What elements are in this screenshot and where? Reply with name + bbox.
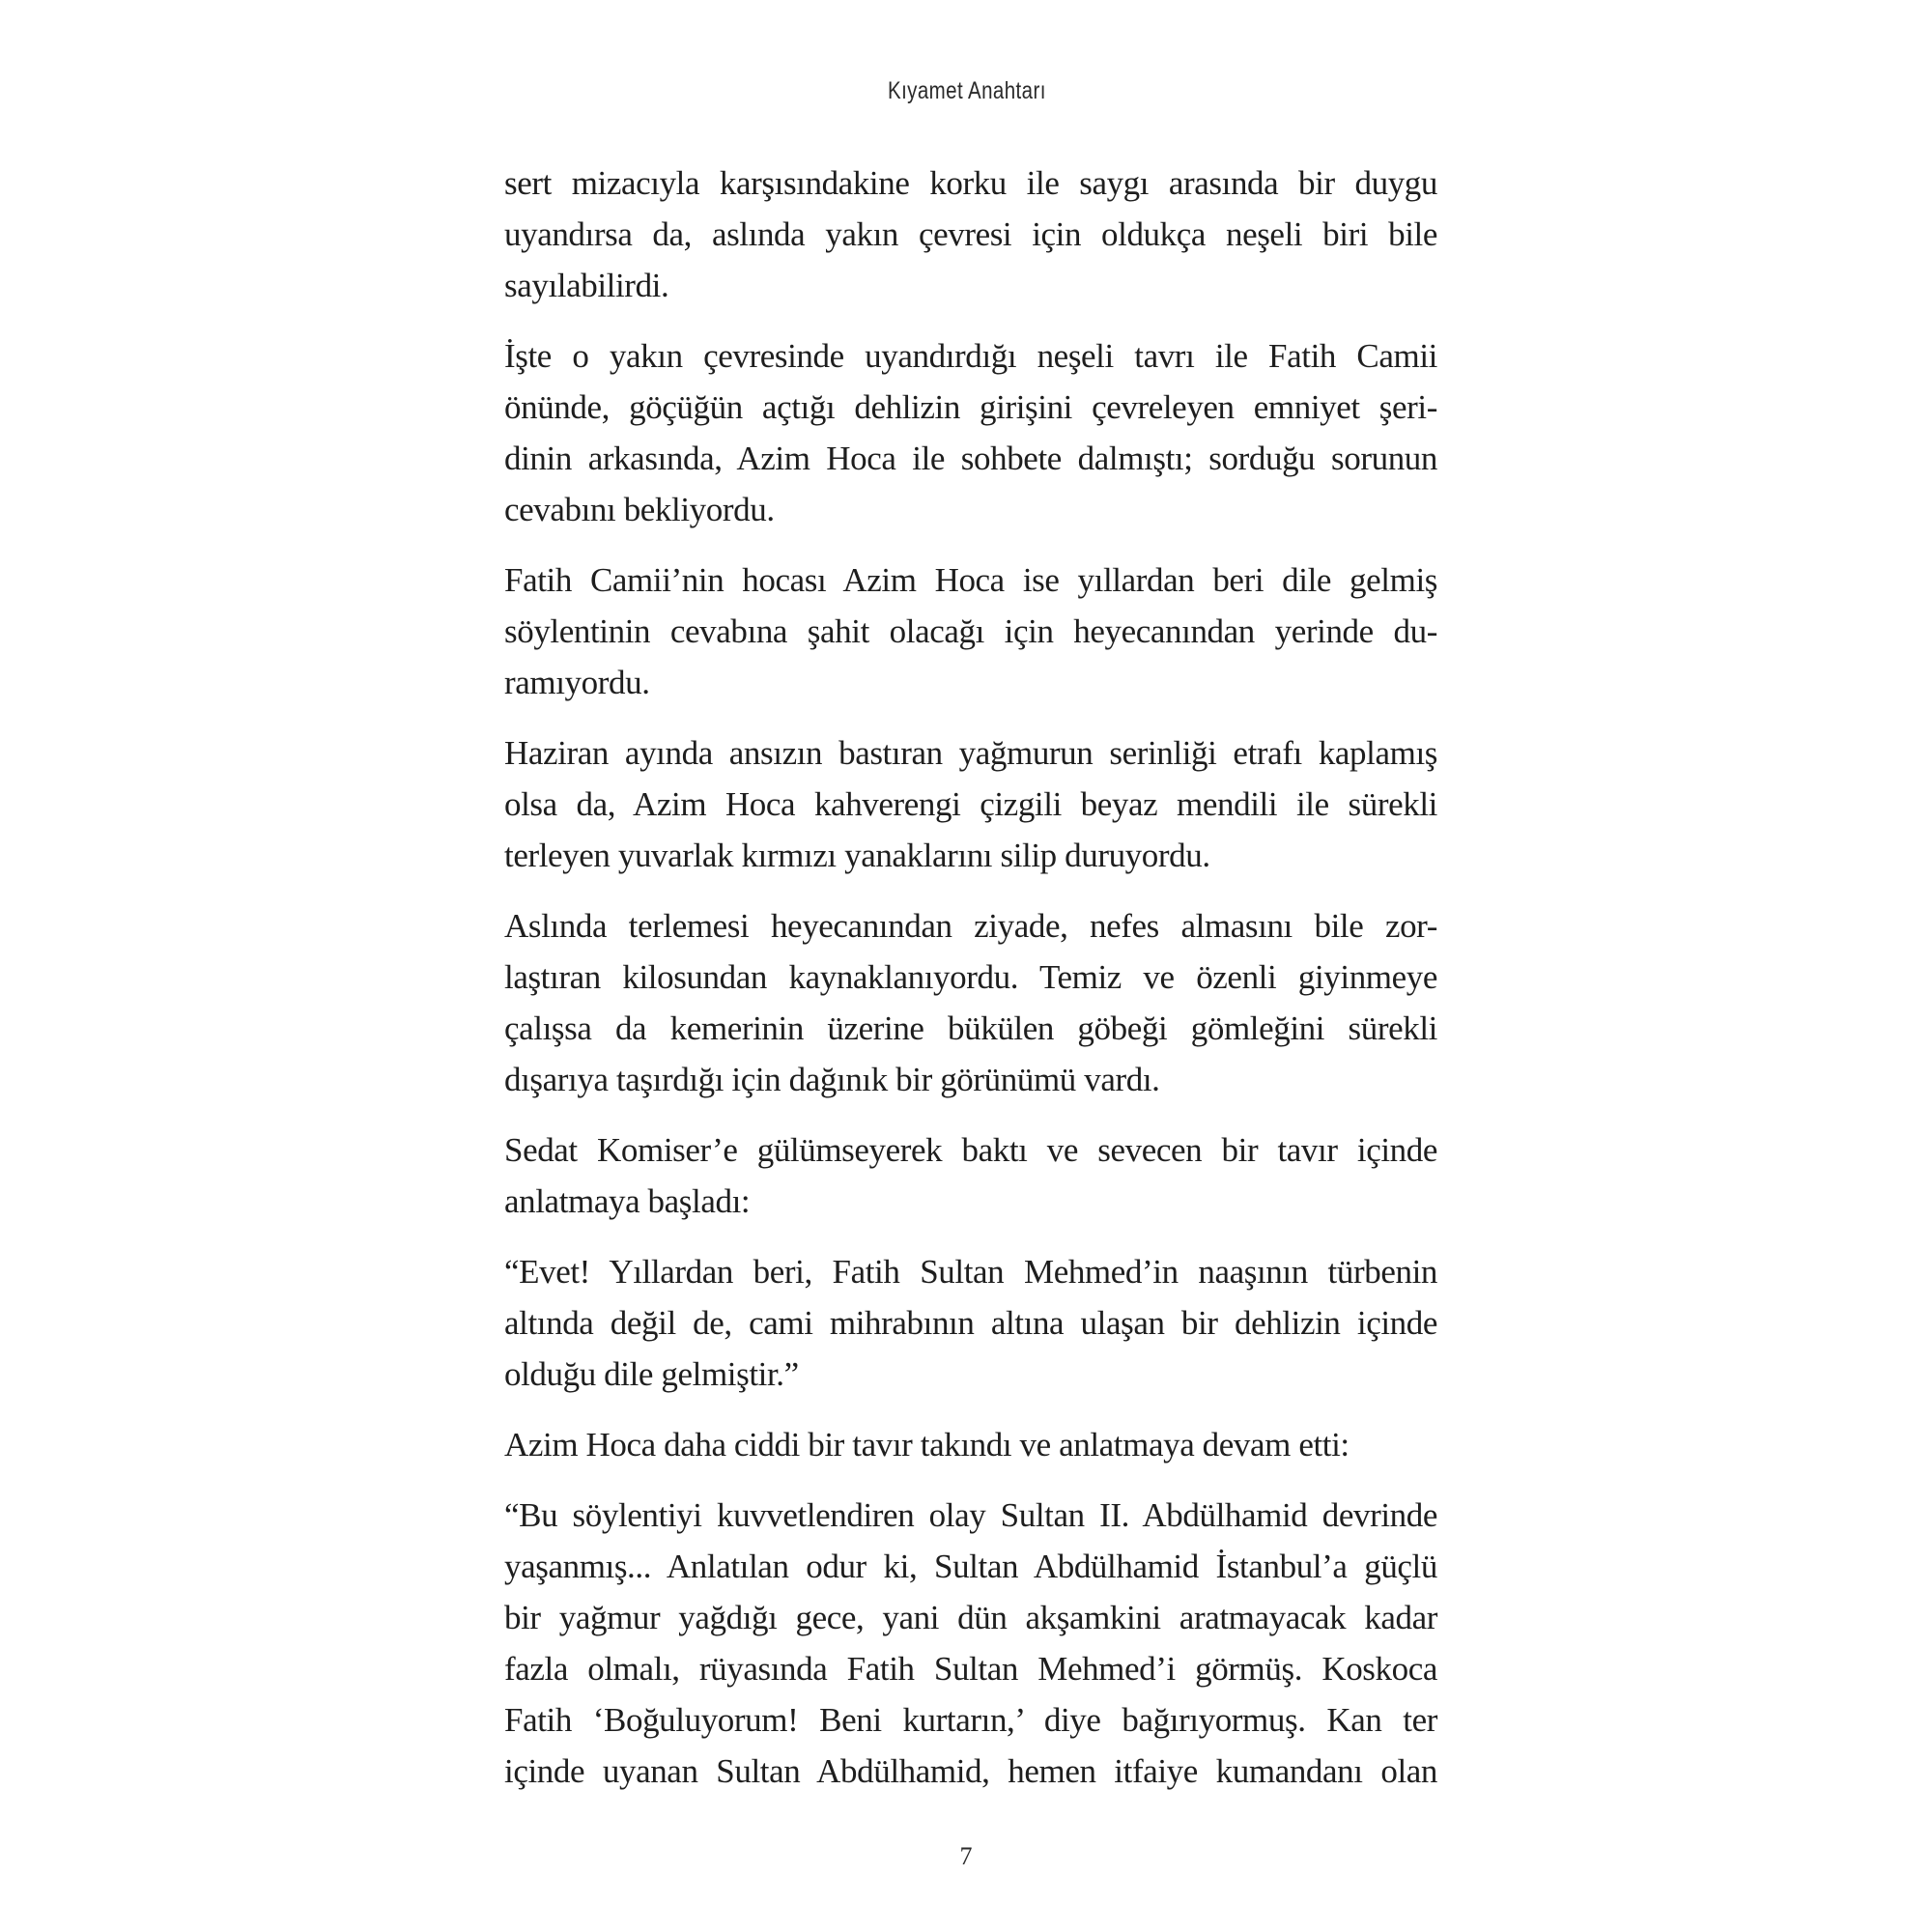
- text-line: uyandırsa da, aslında yakın çevresi için oldukça neşeli biri bile: [504, 215, 1437, 253]
- text-line: çalışsa da kemerinin üzerine bükülen göbeği gömleğini sürekli: [504, 1009, 1437, 1047]
- text-line: bir yağmur yağdığı gece, yani dün akşamkini aratmayacak kadar: [504, 1599, 1437, 1636]
- text-line: içinde uyanan Sultan Abdülhamid, hemen itfaiye kumandanı olan: [504, 1752, 1437, 1790]
- paragraph: [504, 1246, 1437, 1400]
- paragraph: [504, 1490, 1437, 1797]
- text-line: cevabını bekliyordu.: [504, 491, 775, 528]
- text-line: “Bu söylentiyi kuvvetlendiren olay Sultan II. Abdülhamid devrinde: [504, 1496, 1437, 1534]
- text-line: yaşanmış... Anlatılan odur ki, Sultan Abdülhamid İstanbul’a güçlü: [504, 1548, 1437, 1585]
- paragraph: [504, 727, 1437, 881]
- text-line: altında değil de, cami mihrabının altına ulaşan bir dehlizin içinde: [504, 1304, 1437, 1342]
- text-line: “Evet! Yıllardan beri, Fatih Sultan Mehmed’in naaşının türbenin: [504, 1253, 1437, 1291]
- text-line: fazla olmalı, rüyasında Fatih Sultan Mehmed’i görmüş. Koskoca: [504, 1650, 1437, 1688]
- paragraph: [504, 554, 1437, 708]
- text-line: olduğu dile gelmiştir.”: [504, 1355, 799, 1393]
- text-line: olsa da, Azim Hoca kahverengi çizgili beyaz mendili ile sürekli: [504, 785, 1437, 823]
- text-line: önünde, göçüğün açtığı dehlizin girişini çevreleyen emniyet şeri-: [504, 388, 1437, 426]
- text-line: Haziran ayında ansızın bastıran yağmurun serinliği etrafı kaplamış: [504, 734, 1437, 772]
- text-line: Aslında terlemesi heyecanından ziyade, nefes almasını bile zor-: [504, 907, 1437, 945]
- text-line: Fatih Camii’nin hocası Azim Hoca ise yıllardan beri dile gelmiş: [504, 561, 1437, 599]
- text-line: İşte o yakın çevresinde uyandırdığı neşeli tavrı ile Fatih Camii: [504, 337, 1437, 375]
- text-line: laştıran kilosundan kaynaklanıyordu. Temiz ve özenli giyinmeye: [504, 958, 1437, 996]
- text-line: sayılabilirdi.: [504, 267, 669, 304]
- body-text: [504, 157, 1437, 1816]
- paragraph: [504, 1124, 1437, 1227]
- text-line: dinin arkasında, Azim Hoca ile sohbete dalmıştı; sorduğu sorunun: [504, 440, 1437, 477]
- text-line: sert mizacıyla karşısındakine korku ile saygı arasında bir duygu: [504, 164, 1437, 202]
- paragraph: [504, 157, 1437, 311]
- text-line: dışarıya taşırdığı için dağınık bir görünümü vardı.: [504, 1061, 1160, 1098]
- paragraph: [504, 330, 1437, 535]
- paragraph: [504, 1419, 1437, 1470]
- text-line: Sedat Komiser’e gülümseyerek baktı ve sevecen bir tavır içinde: [504, 1131, 1437, 1169]
- text-line: Fatih ‘Boğuluyorum! Beni kurtarın,’ diye bağırıyormuş. Kan ter: [504, 1701, 1437, 1739]
- text-line: anlatmaya başladı:: [504, 1182, 751, 1220]
- text-line: terleyen yuvarlak kırmızı yanaklarını silip duruyordu.: [504, 837, 1210, 874]
- running-head-book-title: Kıyamet Anahtarı: [887, 77, 1046, 104]
- text-line: söylentinin cevabına şahit olacağı için heyecanından yerinde du-: [504, 612, 1437, 650]
- paragraph: [504, 900, 1437, 1105]
- text-line: Azim Hoca daha ciddi bir tavır takındı ve anlatmaya devam etti:: [504, 1426, 1350, 1463]
- page-number: 7: [959, 1842, 973, 1870]
- text-line: ramıyordu.: [504, 664, 650, 701]
